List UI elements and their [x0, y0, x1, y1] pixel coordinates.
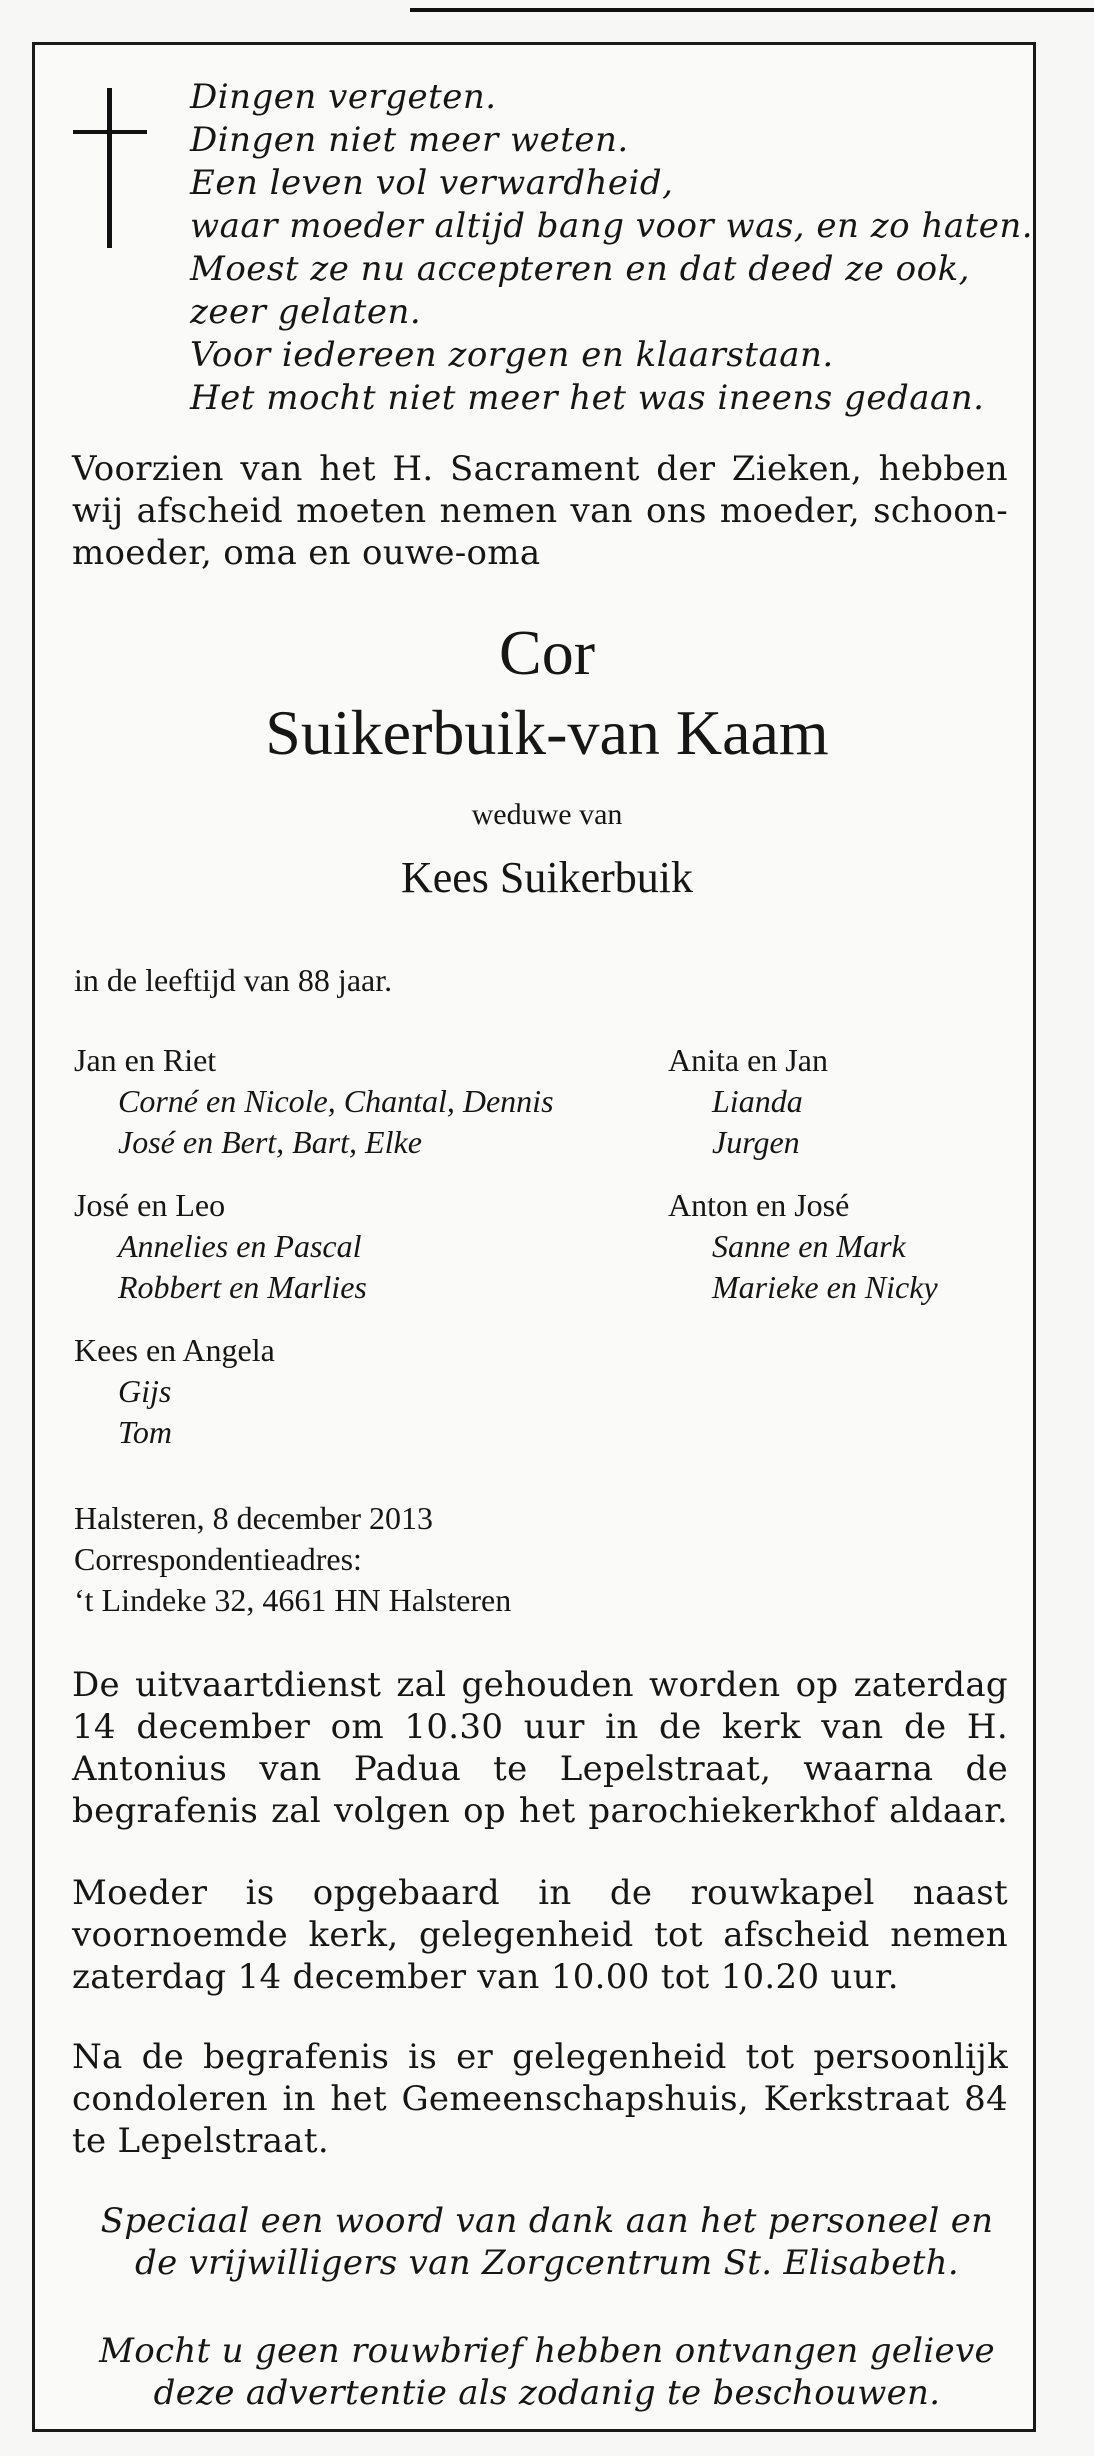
family-child: Gijs	[118, 1373, 172, 1409]
poem-line: Voor iedereen zorgen en klaarstaan.	[190, 335, 834, 375]
poem-line: zeer gelaten.	[190, 292, 422, 332]
family-group	[668, 1185, 938, 1308]
intro-paragraph	[72, 448, 1008, 574]
place-date: Halsteren, 8 december 2013	[74, 1500, 433, 1536]
family-group	[74, 1185, 367, 1308]
family-child: Marieke en Nicky	[712, 1269, 938, 1305]
deceased-first-name: Cor	[499, 617, 595, 688]
viewing-line: voornoemde kerk, gelegenheid tot afscheid nemen	[72, 1915, 1008, 1955]
family-parents: Anton en José	[668, 1187, 850, 1223]
family-child: Corné en Nicole, Chantal, Dennis	[118, 1083, 554, 1119]
family-child: Sanne en Mark	[712, 1228, 906, 1264]
family-child: Jurgen	[712, 1124, 800, 1160]
notice-note	[0, 2330, 1094, 2414]
condolence-paragraph	[72, 2036, 1008, 2162]
condolence-line: Na de begrafenis is er gelegenheid tot persoonlijk	[72, 2037, 1008, 2077]
notice-line: Mocht u geen rouwbrief hebben ontvangen gelieve	[99, 2331, 995, 2371]
service-line: begrafenis zal volgen op het parochiekerkhof aldaar.	[72, 1791, 1008, 1831]
family-child: Annelies en Pascal	[118, 1228, 362, 1264]
deceased-surname: Suikerbuik-van Kaam	[265, 697, 829, 768]
family-parents: José en Leo	[74, 1187, 226, 1223]
thanks-line: Speciaal een woord van dank aan het personeel en	[100, 2201, 994, 2241]
age-text: in de leeftijd van 88 jaar.	[74, 962, 393, 998]
poem-line: Moest ze nu accepteren en dat deed ze ook,	[190, 249, 970, 289]
widow-of-label: weduwe van	[471, 798, 623, 831]
address-label: Correspondentieadres:	[74, 1541, 362, 1577]
service-line: De uitvaartdienst zal gehouden worden op zaterdag	[72, 1665, 1008, 1705]
family-group	[668, 1040, 828, 1163]
family-child: José en Bert, Bart, Elke	[118, 1124, 422, 1160]
cross-icon	[107, 88, 112, 248]
viewing-line: Moeder is opgebaard in de rouwkapel naast	[72, 1873, 1008, 1913]
spouse-name: Kees Suikerbuik	[400, 853, 694, 902]
top-rule	[410, 8, 1094, 12]
family-child: Robbert en Marlies	[118, 1269, 367, 1305]
poem-line: Een leven vol verwardheid,	[190, 163, 674, 203]
family-child: Lianda	[712, 1083, 803, 1119]
viewing-line: zaterdag 14 december van 10.00 tot 10.20 uur.	[72, 1957, 899, 1997]
thanks-note	[0, 2200, 1094, 2284]
intro-line: moeder, oma en ouwe-oma	[72, 533, 541, 573]
poem-line: Dingen niet meer weten.	[190, 120, 629, 160]
family-group	[74, 1330, 275, 1453]
family-group	[74, 1040, 554, 1163]
service-paragraph	[72, 1664, 1008, 1832]
service-line: Antonius van Padua te Lepelstraat, waarna de	[72, 1749, 1008, 1789]
condolence-line: te Lepelstraat.	[72, 2121, 329, 2161]
poem-line: waar moeder altijd bang voor was, en zo haten.	[190, 206, 1034, 246]
poem-line: Het mocht niet meer het was ineens gedaan.	[190, 378, 985, 418]
intro-line: Voorzien van het H. Sacrament der Zieken, hebben	[72, 449, 1008, 489]
family-child: Tom	[118, 1414, 172, 1450]
family-parents: Anita en Jan	[668, 1042, 828, 1078]
condolence-line: condoleren in het Gemeenschapshuis, Kerkstraat 84	[72, 2079, 1008, 2119]
cross-icon-bar	[73, 130, 147, 134]
address-block	[74, 1498, 511, 1621]
notice-line: deze advertentie als zodanig te beschouwen.	[153, 2373, 941, 2413]
family-parents: Jan en Riet	[74, 1042, 217, 1078]
poem-line: Dingen vergeten.	[190, 77, 497, 117]
thanks-line: de vrijwilligers van Zorgcentrum St. Elisabeth.	[135, 2243, 959, 2283]
service-line: 14 december om 10.30 uur in de kerk van de H.	[72, 1707, 1008, 1747]
viewing-paragraph	[72, 1872, 1008, 1998]
intro-line: wij afscheid moeten nemen van ons moeder, schoon-	[72, 491, 1008, 531]
poem	[190, 76, 1033, 420]
family-parents: Kees en Angela	[74, 1332, 275, 1368]
address-street: ‘t Lindeke 32, 4661 HN Halsteren	[74, 1582, 512, 1618]
